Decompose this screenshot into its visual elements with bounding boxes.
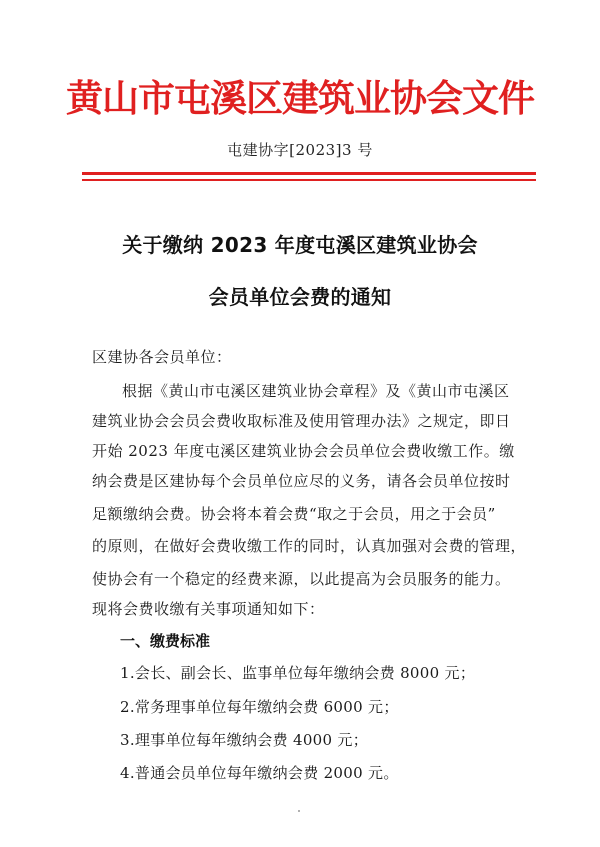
paragraph-line: 开始 2023 年度屯溪区建筑业协会会员单位会费收缴工作。缴 <box>92 442 515 460</box>
paragraph-line: 建筑业协会会员会费收取标准及使用管理办法》之规定，即日 <box>92 412 511 430</box>
masthead-title: 黄山市屯溪区建筑业协会文件 <box>66 76 534 120</box>
paragraph-line: 使协会有一个稳定的经费来源，以此提高为会员服务的能力。 <box>92 570 511 588</box>
paragraph-line: 足额缴纳会费。协会将本着会费“取之于会员，用之于会员” <box>92 505 496 523</box>
fee-item: 3.理事单位每年缴纳会费 4000 元； <box>120 731 369 749</box>
section-heading-fee-standard: 一、缴费标准 <box>120 632 211 650</box>
notice-title-line-1: 关于缴纳 2023 年度屯溪区建筑业协会 <box>122 233 478 257</box>
salutation: 区建协各会员单位： <box>92 348 232 366</box>
fee-item: 2.常务理事单位每年缴纳会费 6000 元； <box>120 698 399 716</box>
notice-title-line-2: 会员单位会费的通知 <box>208 285 392 309</box>
page-mark <box>298 810 300 812</box>
paragraph-line: 根据《黄山市屯溪区建筑业协会章程》及《黄山市屯溪区 <box>122 382 510 400</box>
fee-item: 1.会长、副会长、监事单位每年缴纳会费 8000 元； <box>120 664 476 682</box>
header-rule-thick <box>82 172 536 175</box>
fee-item: 4.普通会员单位每年缴纳会费 2000 元。 <box>120 764 399 782</box>
paragraph-line: 的原则，在做好会费收缴工作的同时，认真加强对会费的管理， <box>92 537 527 555</box>
header-rule-thin <box>82 179 536 181</box>
document-number: 屯建协字[2023]3 号 <box>227 141 373 159</box>
paragraph-line: 纳会费是区建协每个会员单位应尽的义务，请各会员单位按时 <box>92 472 511 490</box>
paragraph-line: 现将会费收缴有关事项通知如下： <box>92 600 325 618</box>
